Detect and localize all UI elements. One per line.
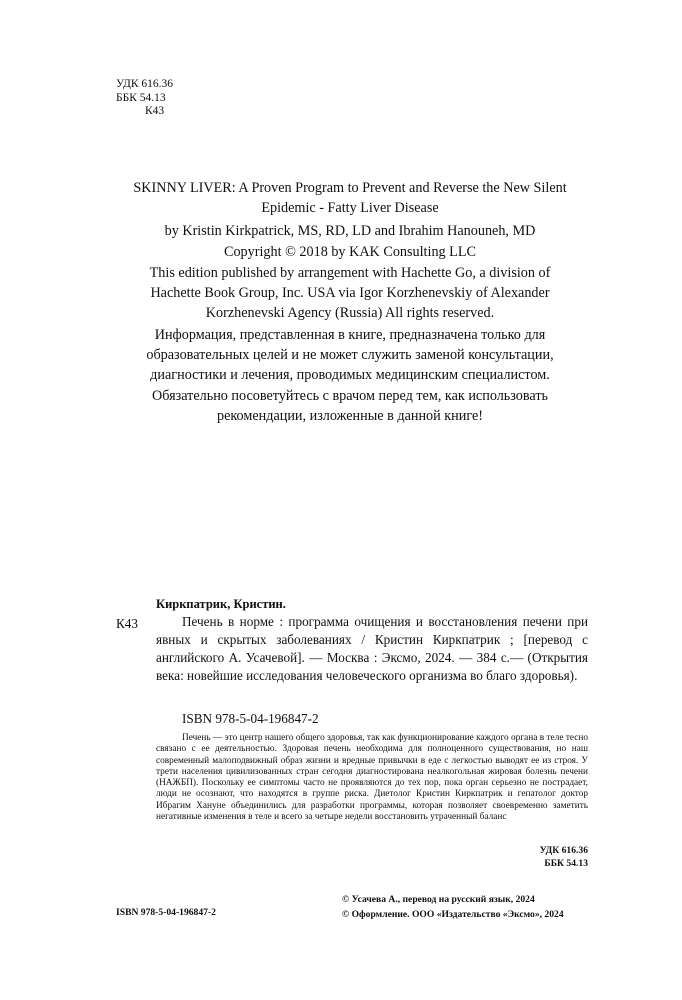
medical-disclaimer: Информация, представленная в книге, предназначена только для образовательных целей и не может служить заменой консультации, диагностики и лечения, проводимых медицинским специалистом. Обязательно посоветуйтесь с врачом перед тем, как использовать рекомендации, изложенные в данной книге! (146, 327, 554, 424)
footer-classification-codes (540, 844, 588, 870)
footer-isbn: ISBN 978-5-04-196847-2 (116, 907, 216, 918)
author-mark: К43 (145, 105, 165, 117)
footer-copyrights (342, 892, 564, 922)
bbk-code: ББК 54.13 (116, 91, 166, 104)
classification-codes (116, 78, 173, 119)
bibliographic-code: К43 (116, 616, 138, 631)
footer-udk-code: УДК 616.36 (539, 845, 588, 856)
udk-code: УДК 616.36 (116, 78, 173, 90)
bibliographic-isbn: ISBN 978-5-04-196847-2 (182, 711, 319, 726)
design-copyright: © Оформление. ООО «Издательство «Эксмо», 2024 (342, 909, 564, 920)
bibliographic-description: Печень в норме : программа очищения и восстановления печени при явных и скрытых заболеваниях / Кристин Киркпатрик ; [перевод с английского А. Усачевой]. — Москва : Эксмо, 2024. — 384 с.— (Открытия века: новейшие исследования человеческого организма во благо здоровья). (156, 614, 588, 683)
bibliographic-author: Киркпатрик, Кристин. (156, 597, 286, 611)
original-title: SKINNY LIVER: A Proven Program to Prevent and Reverse the New Silent Epidemic - Fatty Liver Disease (133, 180, 567, 217)
original-copyright: Copyright © 2018 by KAK Consulting LLC (224, 244, 476, 260)
book-abstract: Печень — это центр нашего общего здоровья, так как функционирование каждого органа в теле тесно связано с ее деятельностью. Здоровая печень необходима для полноценного существования, но наш современный малоподвижный образ жизни и вредные привычки в еде с легкостью выводят ее из строя. У трети населения цивилизованных стран сегодня диагностирована неалкогольная жировая болезнь печени (НАЖБП). Поскольку ее симптомы часто не проявляются до тех пор, пока орган серьезно не пострадает, люди не осознают, что находятся в группе риска. Диетолог Кристин Киркпатрик и гепатолог доктор Ибрагим Хануне объединились для разработки программы, которая позволяет своевременно заметить негативные изменения в теле и всего за четыре недели восстановить утраченный баланс (156, 733, 588, 823)
footer-bbk-code: ББК 54.13 (544, 858, 588, 869)
original-authors: by Kristin Kirkpatrick, MS, RD, LD and Ibrahim Hanouneh, MD (164, 223, 536, 239)
translation-copyright: © Усачева А., перевод на русский язык, 2024 (342, 894, 535, 905)
edition-notice: This edition published by arrangement with Hachette Go, a division of Hachette Book Group, Inc. USA via Igor Korzhenevskiy of Alexander Korzhenevski Agency (Russia) All rights reserved. (149, 265, 551, 322)
